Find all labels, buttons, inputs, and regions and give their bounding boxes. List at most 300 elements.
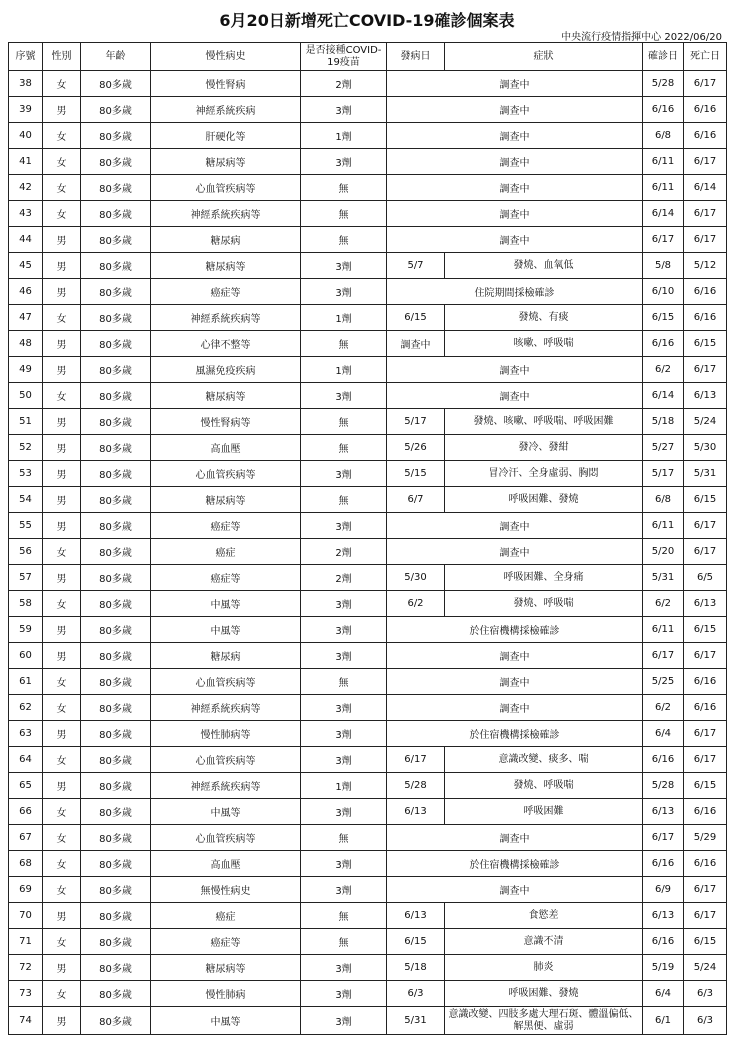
header-history: 慢性病史 [151, 43, 301, 71]
cell-id: 70 [9, 903, 43, 929]
cell-id: 74 [9, 1007, 43, 1035]
cell-vaccine: 2劑 [301, 71, 387, 97]
cell-confirm: 6/17 [643, 825, 684, 851]
cell-id: 55 [9, 513, 43, 539]
cell-confirm: 6/13 [643, 799, 684, 825]
cell-confirm: 5/28 [643, 773, 684, 799]
cell-history: 高血壓 [151, 435, 301, 461]
cell-death: 6/17 [684, 721, 727, 747]
cell-symptom: 發燒、呼吸喘 [445, 591, 643, 617]
table-row [9, 305, 727, 331]
cell-age: 80多歲 [81, 253, 151, 279]
cell-id: 57 [9, 565, 43, 591]
cell-age: 80多歲 [81, 175, 151, 201]
cell-vaccine: 3劑 [301, 747, 387, 773]
cell-vaccine: 無 [301, 903, 387, 929]
cell-age: 80多歲 [81, 201, 151, 227]
cell-confirm: 6/1 [643, 1007, 684, 1035]
cell-confirm: 6/16 [643, 97, 684, 123]
cell-onset: 6/7 [387, 487, 445, 513]
cell-death: 6/15 [684, 331, 727, 357]
cell-confirm: 6/4 [643, 981, 684, 1007]
cell-id: 40 [9, 123, 43, 149]
cell-sex: 女 [43, 929, 81, 955]
cell-symptom: 食慾差 [445, 903, 643, 929]
cell-confirm: 5/28 [643, 71, 684, 97]
cell-history: 癌症等 [151, 513, 301, 539]
cell-id: 61 [9, 669, 43, 695]
cell-symptom: 發燒、有痰 [445, 305, 643, 331]
cell-id: 42 [9, 175, 43, 201]
table-row [9, 71, 727, 97]
table-row [9, 903, 727, 929]
cell-onset: 6/15 [387, 929, 445, 955]
cell-age: 80多歲 [81, 1007, 151, 1035]
cell-symptom: 呼吸困難、發燒 [445, 981, 643, 1007]
cell-vaccine: 無 [301, 929, 387, 955]
cell-confirm: 6/15 [643, 305, 684, 331]
cell-symptom: 調查中 [387, 669, 643, 695]
cell-sex: 男 [43, 773, 81, 799]
cell-id: 56 [9, 539, 43, 565]
cell-sex: 男 [43, 227, 81, 253]
cell-symptom: 調查中 [387, 123, 643, 149]
table-row [9, 721, 727, 747]
cell-id: 65 [9, 773, 43, 799]
cell-history: 神經系統疾病等 [151, 773, 301, 799]
cell-sex: 男 [43, 487, 81, 513]
cell-sex: 女 [43, 695, 81, 721]
cell-symptom: 調查中 [387, 149, 643, 175]
cell-death: 6/16 [684, 695, 727, 721]
cell-symptom: 呼吸困難、發燒 [445, 487, 643, 513]
cell-onset: 5/7 [387, 253, 445, 279]
cell-age: 80多歲 [81, 617, 151, 643]
cell-death: 5/31 [684, 461, 727, 487]
cell-vaccine: 1劑 [301, 773, 387, 799]
cell-age: 80多歲 [81, 539, 151, 565]
cell-vaccine: 無 [301, 409, 387, 435]
table-row [9, 877, 727, 903]
table-row [9, 383, 727, 409]
cell-death: 6/17 [684, 357, 727, 383]
cell-history: 糖尿病等 [151, 253, 301, 279]
cell-death: 6/17 [684, 877, 727, 903]
cell-age: 80多歲 [81, 721, 151, 747]
table-row [9, 643, 727, 669]
table-row [9, 695, 727, 721]
cell-vaccine: 3劑 [301, 1007, 387, 1035]
table-row [9, 773, 727, 799]
table-body [9, 71, 727, 1035]
page-title: 6月20日新增死亡COVID-19確診個案表 [219, 11, 515, 30]
cell-confirm: 6/2 [643, 591, 684, 617]
cell-vaccine: 3劑 [301, 461, 387, 487]
table-row [9, 929, 727, 955]
cell-onset: 5/28 [387, 773, 445, 799]
table-row [9, 487, 727, 513]
cell-death: 6/13 [684, 383, 727, 409]
cell-death: 6/17 [684, 227, 727, 253]
cell-sex: 女 [43, 201, 81, 227]
table-row [9, 513, 727, 539]
cell-sex: 女 [43, 71, 81, 97]
cell-age: 80多歲 [81, 903, 151, 929]
case-table [8, 42, 727, 1035]
table-header-row [9, 43, 727, 71]
cell-sex: 女 [43, 799, 81, 825]
cell-age: 80多歲 [81, 279, 151, 305]
cell-id: 51 [9, 409, 43, 435]
cell-confirm: 6/2 [643, 357, 684, 383]
cell-age: 80多歲 [81, 123, 151, 149]
table-row [9, 461, 727, 487]
cell-age: 80多歲 [81, 487, 151, 513]
cell-death: 5/30 [684, 435, 727, 461]
cell-age: 80多歲 [81, 305, 151, 331]
cell-history: 中風等 [151, 799, 301, 825]
cell-history: 糖尿病 [151, 227, 301, 253]
cell-history: 慢性肺病 [151, 981, 301, 1007]
cell-sex: 女 [43, 825, 81, 851]
cell-sex: 男 [43, 357, 81, 383]
cell-id: 39 [9, 97, 43, 123]
table-row [9, 227, 727, 253]
cell-age: 80多歲 [81, 773, 151, 799]
cell-death: 6/17 [684, 643, 727, 669]
cell-history: 癌症 [151, 539, 301, 565]
cell-sex: 男 [43, 461, 81, 487]
cell-vaccine: 3劑 [301, 617, 387, 643]
cell-history: 中風等 [151, 617, 301, 643]
table-row [9, 669, 727, 695]
cell-confirm: 5/25 [643, 669, 684, 695]
cell-history: 糖尿病等 [151, 149, 301, 175]
cell-confirm: 6/8 [643, 487, 684, 513]
header-symptom: 症狀 [445, 43, 643, 71]
cell-id: 72 [9, 955, 43, 981]
cell-id: 53 [9, 461, 43, 487]
cell-symptom: 住院期間採檢確診 [387, 279, 643, 305]
cell-age: 80多歲 [81, 331, 151, 357]
cell-sex: 男 [43, 721, 81, 747]
cell-onset: 6/3 [387, 981, 445, 1007]
header-confirm: 確診日 [643, 43, 684, 71]
cell-age: 80多歲 [81, 71, 151, 97]
cell-vaccine: 3劑 [301, 591, 387, 617]
table-row [9, 97, 727, 123]
cell-symptom: 咳嗽、呼吸喘 [445, 331, 643, 357]
cell-death: 6/16 [684, 97, 727, 123]
cell-confirm: 6/9 [643, 877, 684, 903]
cell-history: 糖尿病等 [151, 955, 301, 981]
cell-history: 心血管疾病等 [151, 669, 301, 695]
table-row [9, 357, 727, 383]
cell-death: 6/15 [684, 487, 727, 513]
cell-history: 慢性腎病等 [151, 409, 301, 435]
cell-age: 80多歲 [81, 747, 151, 773]
cell-age: 80多歲 [81, 461, 151, 487]
table-row [9, 955, 727, 981]
cell-vaccine: 無 [301, 227, 387, 253]
cell-age: 80多歲 [81, 799, 151, 825]
cell-confirm: 5/18 [643, 409, 684, 435]
cell-vaccine: 3劑 [301, 97, 387, 123]
cell-history: 癌症等 [151, 565, 301, 591]
cell-symptom: 意識改變、四肢多處大理石斑、體溫偏低、解黑便、虛弱 [445, 1007, 643, 1035]
cell-history: 糖尿病 [151, 643, 301, 669]
cell-history: 肝硬化等 [151, 123, 301, 149]
cell-confirm: 6/14 [643, 383, 684, 409]
cell-confirm: 6/16 [643, 929, 684, 955]
cell-confirm: 6/16 [643, 851, 684, 877]
cell-history: 心血管疾病等 [151, 825, 301, 851]
cell-death: 6/5 [684, 565, 727, 591]
cell-onset: 5/30 [387, 565, 445, 591]
cell-history: 癌症等 [151, 929, 301, 955]
cell-id: 63 [9, 721, 43, 747]
cell-id: 52 [9, 435, 43, 461]
cell-sex: 男 [43, 97, 81, 123]
cell-age: 80多歲 [81, 409, 151, 435]
cell-symptom: 調查中 [387, 643, 643, 669]
cell-symptom: 冒冷汗、全身虛弱、胸悶 [445, 461, 643, 487]
cell-vaccine: 3劑 [301, 799, 387, 825]
cell-sex: 女 [43, 591, 81, 617]
cell-history: 高血壓 [151, 851, 301, 877]
cell-symptom: 調查中 [387, 825, 643, 851]
header-age: 年齡 [81, 43, 151, 71]
table-row [9, 539, 727, 565]
cell-symptom: 意識改變、痰多、喘 [445, 747, 643, 773]
cell-confirm: 6/11 [643, 617, 684, 643]
cell-death: 6/15 [684, 929, 727, 955]
cell-symptom: 於住宿機構採檢確診 [387, 851, 643, 877]
cell-age: 80多歲 [81, 877, 151, 903]
cell-death: 6/16 [684, 669, 727, 695]
cell-death: 6/17 [684, 903, 727, 929]
cell-confirm: 6/17 [643, 227, 684, 253]
cell-symptom: 調查中 [387, 227, 643, 253]
cell-death: 6/17 [684, 513, 727, 539]
cell-confirm: 6/4 [643, 721, 684, 747]
cell-vaccine: 3劑 [301, 851, 387, 877]
cell-vaccine: 1劑 [301, 123, 387, 149]
table-row [9, 331, 727, 357]
cell-id: 50 [9, 383, 43, 409]
cell-history: 慢性腎病 [151, 71, 301, 97]
cell-sex: 男 [43, 409, 81, 435]
cell-vaccine: 無 [301, 175, 387, 201]
cell-confirm: 6/2 [643, 695, 684, 721]
cell-symptom: 調查中 [387, 201, 643, 227]
cell-vaccine: 無 [301, 331, 387, 357]
cell-symptom: 呼吸困難、全身痛 [445, 565, 643, 591]
cell-history: 中風等 [151, 591, 301, 617]
cell-vaccine: 無 [301, 201, 387, 227]
table-row [9, 435, 727, 461]
cell-confirm: 5/27 [643, 435, 684, 461]
cell-history: 糖尿病等 [151, 487, 301, 513]
cell-sex: 男 [43, 1007, 81, 1035]
cell-id: 73 [9, 981, 43, 1007]
cell-vaccine: 3劑 [301, 279, 387, 305]
cell-history: 糖尿病等 [151, 383, 301, 409]
cell-history: 心血管疾病等 [151, 747, 301, 773]
cell-symptom: 調查中 [387, 175, 643, 201]
cell-age: 80多歲 [81, 643, 151, 669]
cell-id: 71 [9, 929, 43, 955]
cell-onset: 5/17 [387, 409, 445, 435]
cell-death: 6/17 [684, 539, 727, 565]
table-row [9, 279, 727, 305]
cell-death: 6/17 [684, 747, 727, 773]
cell-confirm: 6/11 [643, 149, 684, 175]
cell-vaccine: 3劑 [301, 643, 387, 669]
cell-vaccine: 3劑 [301, 981, 387, 1007]
cell-sex: 女 [43, 383, 81, 409]
page-subtitle: 中央流行疫情指揮中心 2022/06/20 [561, 32, 722, 43]
table-row [9, 851, 727, 877]
cell-sex: 男 [43, 617, 81, 643]
cell-vaccine: 3劑 [301, 149, 387, 175]
cell-history: 癌症 [151, 903, 301, 929]
table-row [9, 201, 727, 227]
cell-confirm: 6/14 [643, 201, 684, 227]
cell-sex: 男 [43, 435, 81, 461]
cell-history: 慢性肺病等 [151, 721, 301, 747]
cell-id: 64 [9, 747, 43, 773]
cell-death: 6/13 [684, 591, 727, 617]
cell-vaccine: 無 [301, 669, 387, 695]
cell-history: 心律不整等 [151, 331, 301, 357]
cell-onset: 6/13 [387, 903, 445, 929]
cell-id: 68 [9, 851, 43, 877]
cell-sex: 女 [43, 981, 81, 1007]
cell-id: 38 [9, 71, 43, 97]
table-row [9, 981, 727, 1007]
header-vaccine: 是否接種COVID-19疫苗 [301, 43, 387, 71]
cell-age: 80多歲 [81, 825, 151, 851]
cell-sex: 女 [43, 149, 81, 175]
cell-sex: 男 [43, 643, 81, 669]
cell-confirm: 6/10 [643, 279, 684, 305]
cell-vaccine: 2劑 [301, 565, 387, 591]
cell-history: 神經系統疾病等 [151, 305, 301, 331]
cell-confirm: 6/16 [643, 331, 684, 357]
cell-history: 無慢性病史 [151, 877, 301, 903]
cell-history: 癌症等 [151, 279, 301, 305]
cell-id: 48 [9, 331, 43, 357]
cell-vaccine: 3劑 [301, 383, 387, 409]
cell-death: 6/16 [684, 123, 727, 149]
cell-death: 6/15 [684, 617, 727, 643]
cell-death: 6/3 [684, 981, 727, 1007]
cell-symptom: 發冷、發紺 [445, 435, 643, 461]
header-onset: 發病日 [387, 43, 445, 71]
cell-age: 80多歲 [81, 357, 151, 383]
cell-sex: 女 [43, 123, 81, 149]
cell-vaccine: 無 [301, 825, 387, 851]
cell-vaccine: 3劑 [301, 877, 387, 903]
table-row [9, 123, 727, 149]
cell-symptom: 調查中 [387, 71, 643, 97]
cell-id: 44 [9, 227, 43, 253]
table-row [9, 253, 727, 279]
cell-death: 6/16 [684, 279, 727, 305]
cell-vaccine: 2劑 [301, 539, 387, 565]
cell-vaccine: 3劑 [301, 513, 387, 539]
cell-history: 中風等 [151, 1007, 301, 1035]
cell-id: 41 [9, 149, 43, 175]
table-row [9, 591, 727, 617]
cell-sex: 女 [43, 305, 81, 331]
cell-symptom: 發燒、呼吸喘 [445, 773, 643, 799]
cell-death: 6/14 [684, 175, 727, 201]
cell-sex: 女 [43, 539, 81, 565]
cell-vaccine: 1劑 [301, 357, 387, 383]
cell-age: 80多歲 [81, 435, 151, 461]
cell-age: 80多歲 [81, 955, 151, 981]
header-death: 死亡日 [684, 43, 727, 71]
cell-onset: 6/13 [387, 799, 445, 825]
cell-id: 54 [9, 487, 43, 513]
table-row [9, 565, 727, 591]
cell-confirm: 6/11 [643, 513, 684, 539]
cell-symptom: 調查中 [387, 357, 643, 383]
cell-onset: 5/31 [387, 1007, 445, 1035]
cell-sex: 男 [43, 955, 81, 981]
cell-sex: 女 [43, 175, 81, 201]
cell-confirm: 6/8 [643, 123, 684, 149]
cell-death: 6/17 [684, 71, 727, 97]
cell-symptom: 呼吸困難 [445, 799, 643, 825]
cell-history: 神經系統疾病 [151, 97, 301, 123]
cell-symptom: 意識不清 [445, 929, 643, 955]
cell-symptom: 肺炎 [445, 955, 643, 981]
cell-confirm: 5/19 [643, 955, 684, 981]
cell-id: 43 [9, 201, 43, 227]
cell-confirm: 5/17 [643, 461, 684, 487]
cell-id: 66 [9, 799, 43, 825]
table-row [9, 175, 727, 201]
table-row [9, 149, 727, 175]
cell-sex: 男 [43, 565, 81, 591]
cell-death: 6/17 [684, 149, 727, 175]
cell-history: 神經系統疾病等 [151, 201, 301, 227]
cell-age: 80多歲 [81, 513, 151, 539]
cell-vaccine: 3劑 [301, 721, 387, 747]
cell-age: 80多歲 [81, 227, 151, 253]
cell-id: 47 [9, 305, 43, 331]
cell-vaccine: 3劑 [301, 253, 387, 279]
cell-death: 6/3 [684, 1007, 727, 1035]
cell-id: 58 [9, 591, 43, 617]
table-row [9, 1007, 727, 1035]
cell-onset: 5/26 [387, 435, 445, 461]
cell-age: 80多歲 [81, 695, 151, 721]
cell-age: 80多歲 [81, 149, 151, 175]
cell-vaccine: 無 [301, 435, 387, 461]
cell-symptom: 調查中 [387, 877, 643, 903]
cell-id: 69 [9, 877, 43, 903]
cell-id: 49 [9, 357, 43, 383]
cell-id: 62 [9, 695, 43, 721]
cell-sex: 男 [43, 513, 81, 539]
table-row [9, 409, 727, 435]
table-row [9, 747, 727, 773]
cell-onset: 6/17 [387, 747, 445, 773]
